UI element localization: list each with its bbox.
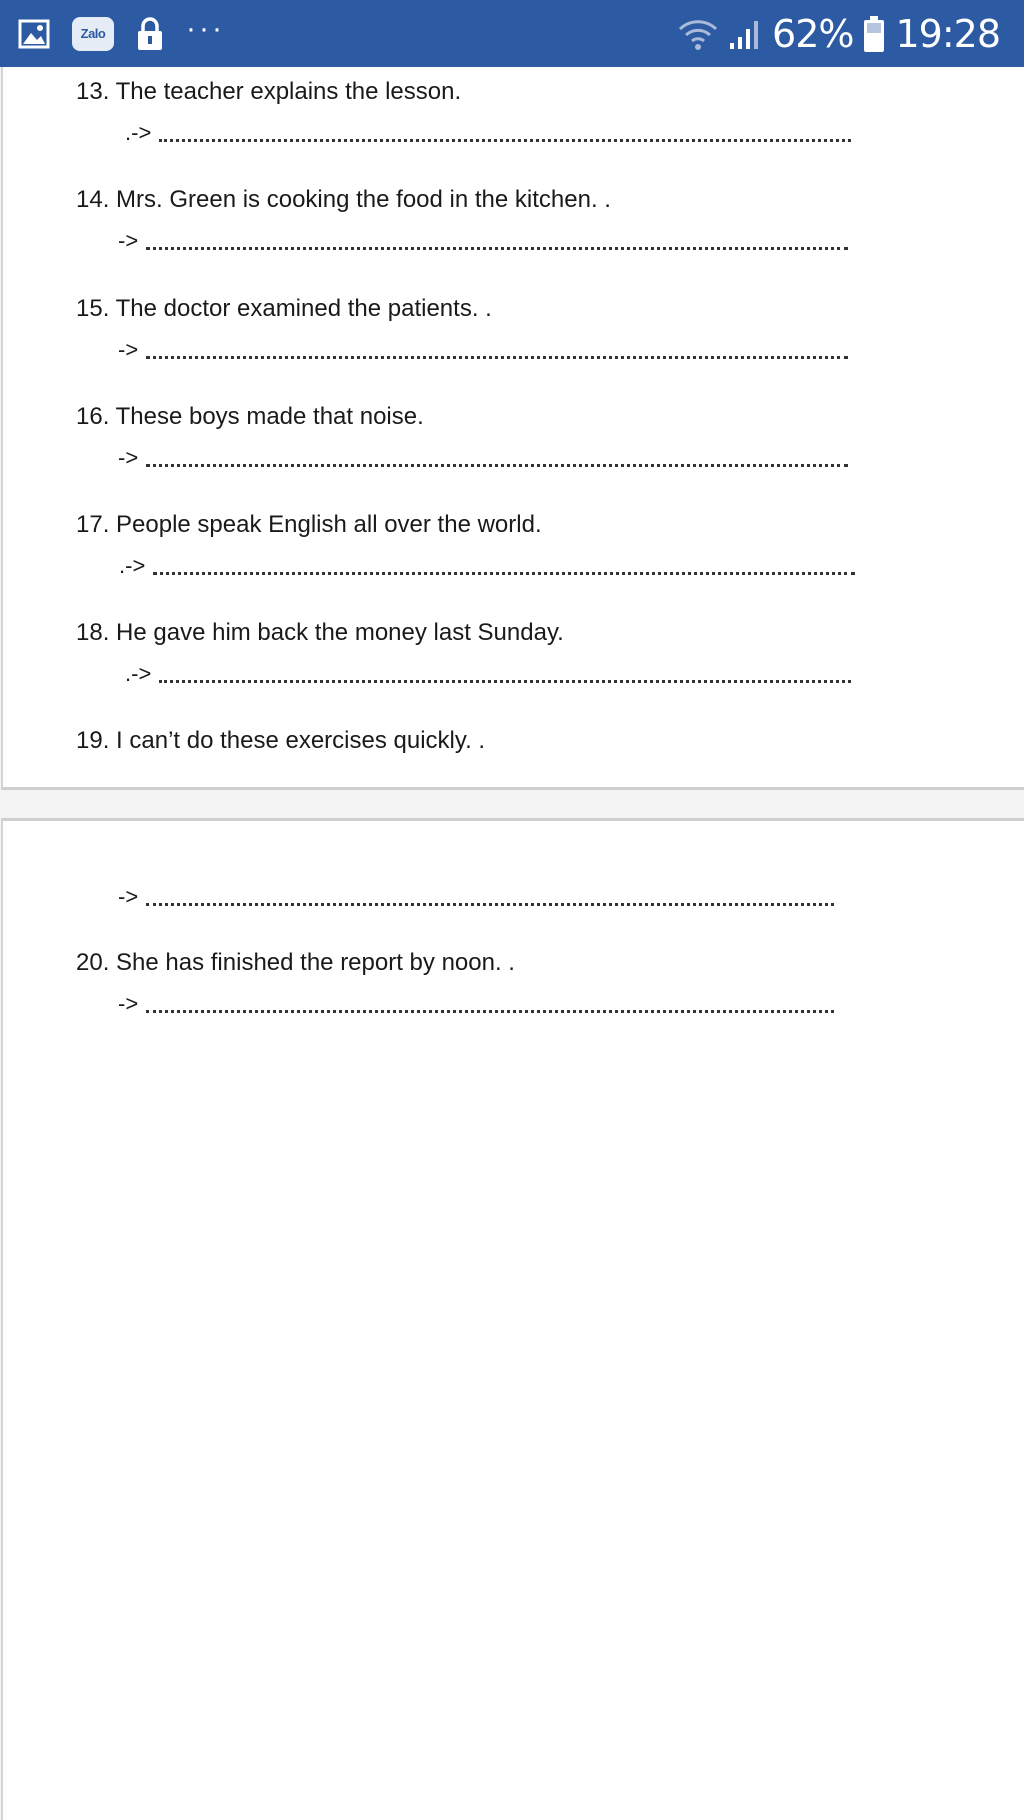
gallery-icon: [18, 19, 50, 49]
dotted-line-15: [146, 356, 848, 359]
arrow-14: ->: [118, 228, 139, 253]
answer-line-13: [125, 120, 851, 146]
arrow-18: .->: [125, 661, 152, 686]
dotted-line-19: [146, 903, 834, 906]
answer-line-15: [118, 337, 848, 363]
lock-icon: [136, 16, 164, 52]
question-19: 19. I can’t do these exercises quickly. .: [76, 727, 486, 754]
answer-line-20: [118, 991, 834, 1017]
battery-icon: [863, 15, 885, 53]
zalo-icon: Zalo: [72, 17, 114, 51]
dotted-line-13: [159, 139, 851, 142]
answer-line-14: [118, 228, 848, 254]
question-20: 20. She has finished the report by noon. .: [76, 949, 515, 976]
battery-percent: 62%: [772, 11, 854, 56]
dotted-line-17: [153, 572, 855, 575]
question-18: 18. He gave him back the money last Sunday.: [76, 619, 564, 646]
arrow-16: ->: [118, 445, 139, 470]
answer-line-19: [118, 884, 834, 910]
more-icon: ···: [186, 11, 225, 45]
document-page-1[interactable]: [1, 67, 1024, 790]
question-14: 14. Mrs. Green is cooking the food in the kitchen. .: [76, 186, 611, 213]
document-page-2[interactable]: [1, 818, 1024, 1820]
dotted-line-14: [146, 247, 848, 250]
clock: 19:28: [895, 11, 1000, 56]
question-17: 17. People speak English all over the world.: [76, 511, 542, 538]
arrow-13: .->: [125, 120, 152, 145]
question-16: 16. These boys made that noise.: [76, 403, 424, 430]
arrow-15: ->: [118, 337, 139, 362]
dotted-line-20: [146, 1010, 834, 1013]
notification-icons: [18, 0, 225, 67]
arrow-19: ->: [118, 884, 139, 909]
signal-icon: [728, 17, 762, 51]
status-bar: [0, 0, 1024, 67]
dotted-line-16: [146, 464, 848, 467]
arrow-17: .->: [119, 553, 146, 578]
system-status: [678, 0, 1000, 67]
answer-line-16: [118, 445, 848, 471]
wifi-icon: [678, 17, 718, 51]
arrow-20: ->: [118, 991, 139, 1016]
question-13: 13. The teacher explains the lesson.: [76, 78, 462, 105]
answer-line-17: [119, 553, 855, 579]
dotted-line-18: [159, 680, 851, 683]
answer-line-18: [125, 661, 851, 687]
question-15: 15. The doctor examined the patients. .: [76, 295, 492, 322]
